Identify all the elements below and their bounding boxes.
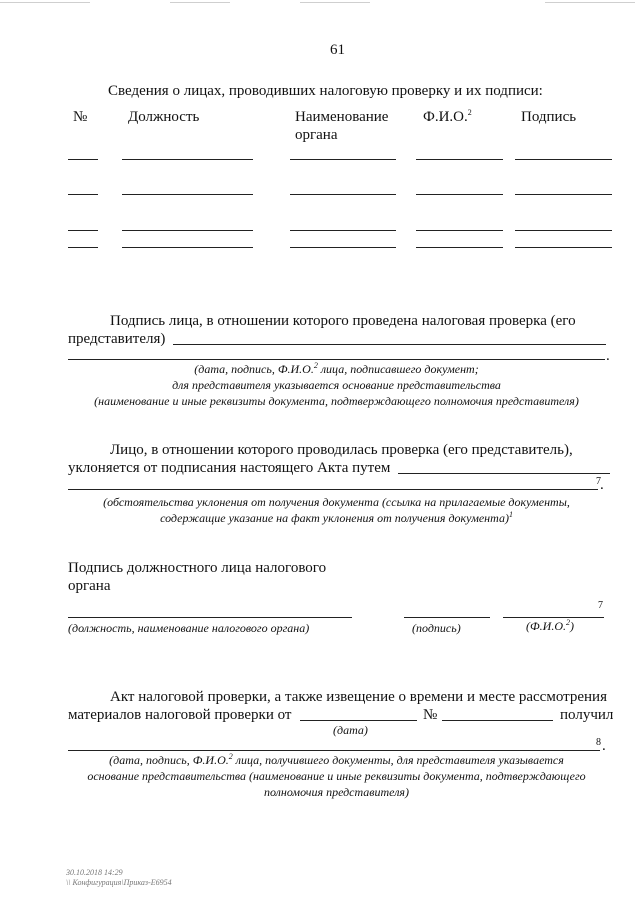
number-blank[interactable] (442, 720, 553, 721)
number-blank[interactable] (68, 247, 98, 248)
official-signature-blank[interactable] (404, 617, 490, 618)
section-text: получил (560, 707, 614, 723)
number-blank[interactable] (68, 159, 98, 160)
section-heading: Сведения о лицах, проводивших налоговую проверку и их подписи: (108, 83, 543, 99)
field-caption: полномочия представителя) (263, 785, 410, 799)
field-caption: (дата, подпись, Ф.И.О.$^2$ лица, получившего документы, для представителя указывается (109, 752, 564, 767)
signature-date-blank[interactable] (68, 359, 605, 360)
position-blank[interactable] (122, 194, 253, 195)
representative-blank[interactable] (173, 344, 606, 345)
fio-blank[interactable] (416, 230, 503, 231)
organ-blank[interactable] (290, 159, 396, 160)
footer-timestamp: 30.10.2018 14:29 (66, 868, 123, 877)
signature-blank[interactable] (515, 247, 612, 248)
field-caption: (должность, наименование налогового органа) (68, 621, 310, 635)
end-dot: . (600, 477, 604, 493)
organ-blank[interactable] (290, 194, 396, 195)
evasion-method-blank[interactable] (398, 473, 610, 474)
position-blank[interactable] (122, 230, 253, 231)
field-caption: для представителя указывается основание представительства (172, 378, 501, 392)
receipt-blank[interactable] (68, 750, 600, 751)
scan-edge-mark (170, 2, 230, 3)
number-blank[interactable] (68, 230, 98, 231)
section-text: уклоняется от подписания настоящего Акта путем (68, 460, 391, 476)
section-text: Подпись лица, в отношении которого проведена налоговая проверка (его (110, 313, 576, 329)
position-blank[interactable] (122, 159, 253, 160)
scan-edge-mark (300, 2, 370, 3)
footnote-ref: 7 (596, 476, 601, 487)
field-caption: (Ф.И.О.$^2$) (526, 618, 574, 633)
section-text: № (423, 707, 438, 723)
section-text: материалов налоговой проверки от (68, 707, 292, 723)
column-header-signature: Подпись (521, 109, 577, 125)
position-blank[interactable] (122, 247, 253, 248)
footnote-ref: 7 (598, 600, 603, 611)
fio-blank[interactable] (416, 194, 503, 195)
fio-blank[interactable] (416, 159, 503, 160)
organ-blank[interactable] (290, 247, 396, 248)
section-text: Акт налоговой проверки, а также извещение о времени и месте рассмотрения (110, 689, 607, 705)
organ-blank[interactable] (290, 230, 396, 231)
fio-blank[interactable] (416, 247, 503, 248)
end-dot: . (606, 348, 610, 364)
signature-blank[interactable] (515, 230, 612, 231)
column-header-number: № (73, 109, 88, 125)
column-header-fio: Ф.И.О.$^2$ (423, 108, 472, 125)
end-dot: . (602, 738, 606, 754)
date-blank[interactable] (300, 720, 417, 721)
field-caption: основание представительства (наименование и иные реквизиты документа, подтверждающего (87, 769, 586, 783)
section-text: Подпись должностного лица налогового (68, 560, 327, 576)
scan-edge-mark (545, 2, 635, 3)
field-caption: содержащие указание на факт уклонения от получения документа)$^1$ (160, 510, 513, 525)
column-header-organ: Наименование органа (295, 109, 389, 143)
field-caption: (наименование и иные реквизиты документа, подтверждающего полномочия представителя) (94, 394, 579, 408)
number-blank[interactable] (68, 194, 98, 195)
page-number: 61 (330, 42, 345, 58)
column-header-position: Должность (128, 109, 200, 125)
scan-edge-mark (0, 2, 90, 3)
section-text: представителя) (68, 331, 166, 347)
field-caption: (дата) (333, 723, 368, 737)
footer-path: \\ Конфигурация\Приказ-Е6954 (66, 878, 172, 887)
signature-blank[interactable] (515, 159, 612, 160)
evasion-circumstances-blank[interactable] (68, 489, 598, 490)
official-position-blank[interactable] (68, 617, 352, 618)
section-text: органа (68, 578, 111, 594)
field-caption: (дата, подпись, Ф.И.О.$^2$ лица, подписавшего документ; (194, 361, 479, 376)
signature-blank[interactable] (515, 194, 612, 195)
field-caption: (обстоятельства уклонения от получения документа (ссылка на прилагаемые документы, (103, 495, 570, 509)
section-text: Лицо, в отношении которого проводилась проверка (его представитель), (110, 442, 573, 458)
footnote-ref: 8 (596, 737, 601, 748)
field-caption: (подпись) (412, 621, 461, 635)
